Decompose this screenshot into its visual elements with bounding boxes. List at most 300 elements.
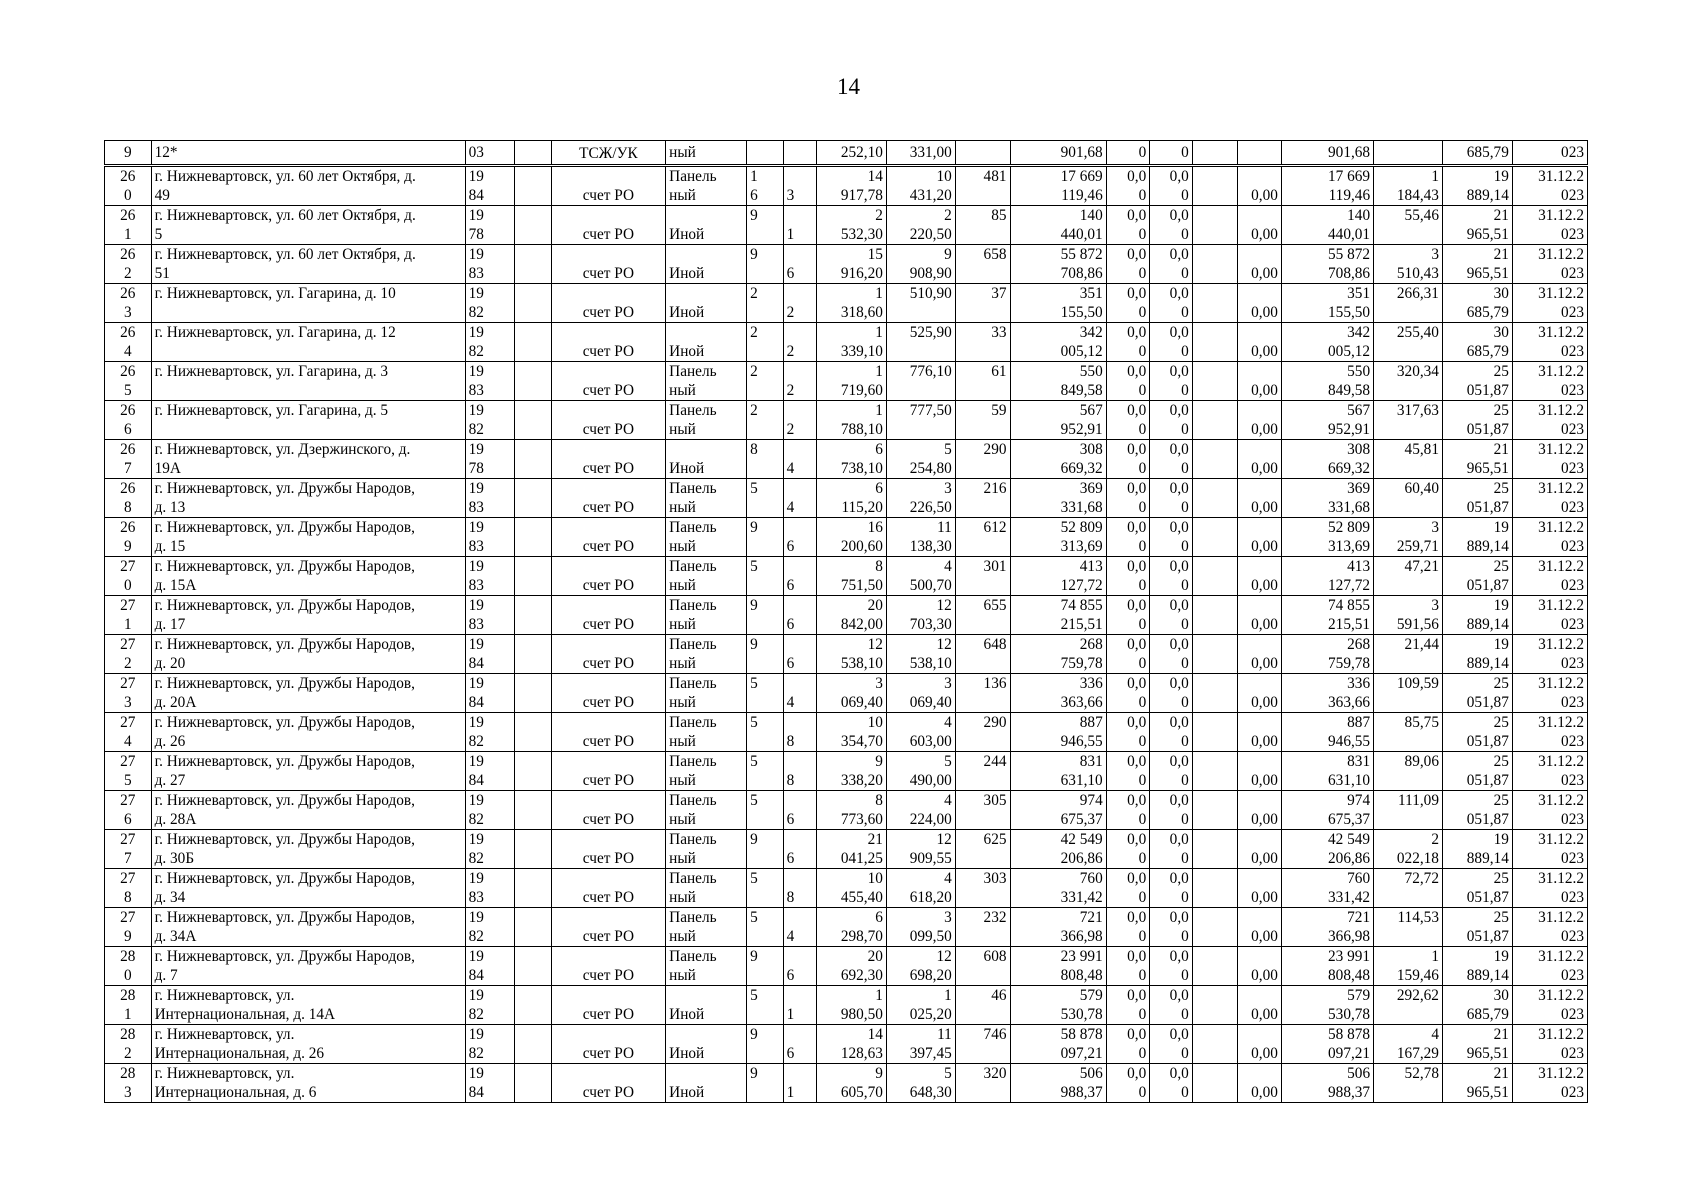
cell-deadline: 31.12.2 023 — [1512, 401, 1587, 440]
cell-col-15 — [1192, 362, 1238, 401]
cell-floors-max: 8 — [747, 440, 783, 479]
cell-funds-c: 0,00 — [1238, 518, 1282, 557]
cell-funds-b: 0,0 0 — [1150, 791, 1193, 830]
cell-account-type: счет РО — [551, 1064, 665, 1103]
cell-entrances: 4 — [783, 908, 816, 947]
cell-funds-c: 0,00 — [1238, 362, 1282, 401]
cell-address: г. Нижневартовск, ул. Дружбы Народов, д. 34А — [151, 908, 465, 947]
cell-entrances: 6 — [783, 1025, 816, 1064]
cell-funds-c: 0,00 — [1238, 557, 1282, 596]
cell-col-4 — [515, 752, 551, 791]
cell-year: 19 82 — [465, 830, 515, 869]
cell-funds-c: 0,00 — [1238, 166, 1282, 206]
cell-residents: 301 — [955, 557, 1010, 596]
cell-limit-cost: 19 889,14 — [1442, 947, 1512, 986]
cell-entrances — [783, 141, 816, 166]
cell-total-area: 14 128,63 — [817, 1025, 887, 1064]
cell-limit-cost: 21 965,51 — [1442, 1025, 1512, 1064]
cell-address: 12* — [151, 141, 465, 166]
cell-total-area: 20 692,30 — [817, 947, 887, 986]
table-row — [105, 635, 1588, 674]
cell-col-4 — [515, 947, 551, 986]
table-row — [105, 206, 1588, 245]
table-row — [105, 752, 1588, 791]
page-number: 14 — [837, 74, 860, 99]
cell-funds-a: 0,0 0 — [1106, 986, 1150, 1025]
cell-total-sum: 413 127,72 — [1281, 557, 1373, 596]
cell-deadline: 31.12.2 023 — [1512, 479, 1587, 518]
cell-funds-a: 0,0 0 — [1106, 596, 1150, 635]
cell-residents — [955, 141, 1010, 166]
cell-entrances: 6 — [783, 518, 816, 557]
cell-funds-a: 0,0 0 — [1106, 518, 1150, 557]
cell-limit-cost: 25 051,87 — [1442, 713, 1512, 752]
cell-deadline: 023 — [1512, 141, 1587, 166]
cell-repair-cost: 579 530,78 — [1010, 986, 1106, 1025]
table-row — [105, 986, 1588, 1025]
cell-col-4 — [515, 1064, 551, 1103]
cell-total-area: 6 738,10 — [817, 440, 887, 479]
cell-address: г. Нижневартовск, ул. Дружбы Народов, д. 20 — [151, 635, 465, 674]
cell-address: г. Нижневартовск, ул. Интернациональная, д. 26 — [151, 1025, 465, 1064]
cell-row-number: 28 0 — [105, 947, 152, 986]
cell-residents: 232 — [955, 908, 1010, 947]
cell-entrances: 4 — [783, 674, 816, 713]
cell-col-4 — [515, 1025, 551, 1064]
cell-entrances: 1 — [783, 986, 816, 1025]
cell-unit-cost: 45,81 — [1374, 440, 1443, 479]
cell-row-number: 9 — [105, 141, 152, 166]
cell-living-area: 3 069,40 — [886, 674, 955, 713]
table-row — [105, 479, 1588, 518]
cell-col-15 — [1192, 1025, 1238, 1064]
cell-wall-material: Панель ный — [666, 830, 747, 869]
cell-funds-b: 0,0 0 — [1150, 830, 1193, 869]
cell-year: 19 82 — [465, 986, 515, 1025]
cell-funds-b: 0,0 0 — [1150, 166, 1193, 206]
cell-unit-cost — [1374, 141, 1443, 166]
cell-floors-max: 2 — [747, 284, 783, 323]
cell-wall-material: Панель ный — [666, 869, 747, 908]
cell-floors-max: 5 — [747, 869, 783, 908]
cell-funds-a: 0,0 0 — [1106, 791, 1150, 830]
cell-unit-cost: 317,63 — [1374, 401, 1443, 440]
cell-wall-material: Панель ный — [666, 166, 747, 206]
cell-repair-cost: 721 366,98 — [1010, 908, 1106, 947]
cell-wall-material: Панель ный — [666, 596, 747, 635]
cell-total-sum: 308 669,32 — [1281, 440, 1373, 479]
cell-funds-b: 0,0 0 — [1150, 908, 1193, 947]
cell-deadline: 31.12.2 023 — [1512, 752, 1587, 791]
cell-limit-cost: 25 051,87 — [1442, 791, 1512, 830]
cell-funds-b: 0,0 0 — [1150, 284, 1193, 323]
cell-repair-cost: 58 878 097,21 — [1010, 1025, 1106, 1064]
cell-funds-b: 0,0 0 — [1150, 206, 1193, 245]
cell-total-sum: 52 809 313,69 — [1281, 518, 1373, 557]
cell-address: г. Нижневартовск, ул. 60 лет Октября, д. 49 — [151, 166, 465, 206]
cell-total-area: 1 980,50 — [817, 986, 887, 1025]
cell-floors-max: 1 6 — [747, 166, 783, 206]
cell-unit-cost: 89,06 — [1374, 752, 1443, 791]
cell-col-15 — [1192, 635, 1238, 674]
cell-funds-b: 0,0 0 — [1150, 323, 1193, 362]
cell-residents: 136 — [955, 674, 1010, 713]
cell-address: г. Нижневартовск, ул. Дружбы Народов, д. 15А — [151, 557, 465, 596]
cell-funds-a: 0,0 0 — [1106, 479, 1150, 518]
cell-year: 19 83 — [465, 479, 515, 518]
cell-col-15 — [1192, 674, 1238, 713]
cell-funds-a: 0,0 0 — [1106, 323, 1150, 362]
cell-living-area: 12 909,55 — [886, 830, 955, 869]
cell-entrances: 6 — [783, 635, 816, 674]
cell-entrances: 6 — [783, 947, 816, 986]
cell-account-type: счет РО — [551, 947, 665, 986]
cell-limit-cost: 19 889,14 — [1442, 635, 1512, 674]
cell-funds-c: 0,00 — [1238, 479, 1282, 518]
cell-year: 19 82 — [465, 713, 515, 752]
cell-entrances: 4 — [783, 479, 816, 518]
cell-deadline: 31.12.2 023 — [1512, 323, 1587, 362]
cell-funds-a: 0,0 0 — [1106, 245, 1150, 284]
cell-deadline: 31.12.2 023 — [1512, 557, 1587, 596]
cell-entrances: 8 — [783, 869, 816, 908]
cell-account-type: счет РО — [551, 986, 665, 1025]
cell-limit-cost: 25 051,87 — [1442, 674, 1512, 713]
cell-row-number: 26 4 — [105, 323, 152, 362]
cell-address: г. Нижневартовск, ул. Дружбы Народов, д. 27 — [151, 752, 465, 791]
cell-total-area: 10 455,40 — [817, 869, 887, 908]
cell-year: 19 83 — [465, 245, 515, 284]
cell-entrances: 8 — [783, 713, 816, 752]
cell-col-4 — [515, 635, 551, 674]
cell-account-type: счет РО — [551, 479, 665, 518]
cell-residents: 481 — [955, 166, 1010, 206]
cell-limit-cost: 19 889,14 — [1442, 830, 1512, 869]
cell-living-area: 331,00 — [886, 141, 955, 166]
cell-repair-cost: 74 855 215,51 — [1010, 596, 1106, 635]
table-row — [105, 1064, 1588, 1103]
cell-total-area: 14 917,78 — [817, 166, 887, 206]
cell-funds-b: 0,0 0 — [1150, 596, 1193, 635]
cell-funds-a: 0 — [1106, 141, 1150, 166]
cell-residents: 608 — [955, 947, 1010, 986]
table-row — [105, 674, 1588, 713]
cell-floors-max: 2 — [747, 401, 783, 440]
cell-year: 19 82 — [465, 908, 515, 947]
table-row — [105, 518, 1588, 557]
cell-funds-b: 0,0 0 — [1150, 713, 1193, 752]
cell-repair-cost: 831 631,10 — [1010, 752, 1106, 791]
cell-repair-cost: 351 155,50 — [1010, 284, 1106, 323]
cell-living-area: 776,10 — [886, 362, 955, 401]
cell-year: 19 82 — [465, 323, 515, 362]
cell-col-15 — [1192, 1064, 1238, 1103]
cell-floors-max: 9 — [747, 245, 783, 284]
cell-col-4 — [515, 869, 551, 908]
cell-total-area: 1 339,10 — [817, 323, 887, 362]
cell-funds-a: 0,0 0 — [1106, 869, 1150, 908]
cell-total-sum: 579 530,78 — [1281, 986, 1373, 1025]
cell-row-number: 27 4 — [105, 713, 152, 752]
cell-wall-material: Панель ный — [666, 362, 747, 401]
cell-floors-max: 9 — [747, 1025, 783, 1064]
cell-total-sum: 74 855 215,51 — [1281, 596, 1373, 635]
cell-wall-material: Панель ный — [666, 674, 747, 713]
cell-entrances: 2 — [783, 362, 816, 401]
cell-total-sum: 550 849,58 — [1281, 362, 1373, 401]
cell-limit-cost: 21 965,51 — [1442, 245, 1512, 284]
cell-funds-a: 0,0 0 — [1106, 947, 1150, 986]
cell-deadline: 31.12.2 023 — [1512, 518, 1587, 557]
cell-deadline: 31.12.2 023 — [1512, 908, 1587, 947]
cell-total-sum: 369 331,68 — [1281, 479, 1373, 518]
cell-living-area: 4 618,20 — [886, 869, 955, 908]
cell-funds-b: 0,0 0 — [1150, 674, 1193, 713]
cell-limit-cost: 25 051,87 — [1442, 479, 1512, 518]
cell-col-4 — [515, 986, 551, 1025]
table-row — [105, 869, 1588, 908]
cell-wall-material: Иной — [666, 206, 747, 245]
cell-col-15 — [1192, 284, 1238, 323]
cell-col-4 — [515, 166, 551, 206]
cell-total-sum: 887 946,55 — [1281, 713, 1373, 752]
cell-address: г. Нижневартовск, ул. Дружбы Народов, д. 17 — [151, 596, 465, 635]
cell-residents: 37 — [955, 284, 1010, 323]
cell-funds-b: 0,0 0 — [1150, 1025, 1193, 1064]
cell-col-15 — [1192, 479, 1238, 518]
cell-entrances: 2 — [783, 323, 816, 362]
cell-residents: 655 — [955, 596, 1010, 635]
cell-funds-a: 0,0 0 — [1106, 635, 1150, 674]
cell-living-area: 5 254,80 — [886, 440, 955, 479]
cell-account-type: счет РО — [551, 908, 665, 947]
cell-account-type: счет РО — [551, 362, 665, 401]
cell-funds-b: 0,0 0 — [1150, 362, 1193, 401]
cell-funds-c: 0,00 — [1238, 830, 1282, 869]
cell-floors-max: 9 — [747, 635, 783, 674]
cell-total-area: 1 318,60 — [817, 284, 887, 323]
cell-deadline: 31.12.2 023 — [1512, 986, 1587, 1025]
cell-repair-cost: 413 127,72 — [1010, 557, 1106, 596]
cell-funds-a: 0,0 0 — [1106, 674, 1150, 713]
cell-living-area: 11 138,30 — [886, 518, 955, 557]
cell-repair-cost: 308 669,32 — [1010, 440, 1106, 479]
cell-limit-cost: 30 685,79 — [1442, 986, 1512, 1025]
cell-total-area: 3 069,40 — [817, 674, 887, 713]
cell-funds-a: 0,0 0 — [1106, 713, 1150, 752]
cell-wall-material: Панель ный — [666, 518, 747, 557]
cell-address: г. Нижневартовск, ул. Интернациональная, д. 6 — [151, 1064, 465, 1103]
cell-row-number: 27 1 — [105, 596, 152, 635]
cell-funds-c: 0,00 — [1238, 1064, 1282, 1103]
cell-deadline: 31.12.2 023 — [1512, 206, 1587, 245]
cell-year: 19 83 — [465, 869, 515, 908]
cell-funds-b: 0,0 0 — [1150, 986, 1193, 1025]
cell-row-number: 26 2 — [105, 245, 152, 284]
cell-year: 19 82 — [465, 401, 515, 440]
cell-limit-cost: 685,79 — [1442, 141, 1512, 166]
cell-unit-cost: 52,78 — [1374, 1064, 1443, 1103]
cell-address: г. Нижневартовск, ул. Дружбы Народов, д. 30Б — [151, 830, 465, 869]
cell-year: 19 78 — [465, 440, 515, 479]
cell-funds-c: 0,00 — [1238, 596, 1282, 635]
cell-unit-cost: 60,40 — [1374, 479, 1443, 518]
cell-funds-c: 0,00 — [1238, 869, 1282, 908]
cell-address: г. Нижневартовск, ул. Дружбы Народов, д. 15 — [151, 518, 465, 557]
cell-col-15 — [1192, 323, 1238, 362]
cell-floors-max — [747, 141, 783, 166]
cell-total-area: 9 605,70 — [817, 1064, 887, 1103]
cell-residents: 303 — [955, 869, 1010, 908]
cell-year: 19 82 — [465, 791, 515, 830]
cell-row-number: 28 2 — [105, 1025, 152, 1064]
table-row — [105, 166, 1588, 206]
cell-floors-max: 5 — [747, 713, 783, 752]
cell-col-15 — [1192, 206, 1238, 245]
cell-total-area: 16 200,60 — [817, 518, 887, 557]
table-row — [105, 830, 1588, 869]
cell-funds-b: 0,0 0 — [1150, 440, 1193, 479]
cell-residents: 290 — [955, 713, 1010, 752]
cell-repair-cost: 567 952,91 — [1010, 401, 1106, 440]
cell-repair-cost: 342 005,12 — [1010, 323, 1106, 362]
cell-year: 19 83 — [465, 518, 515, 557]
cell-unit-cost: 85,75 — [1374, 713, 1443, 752]
cell-funds-b: 0,0 0 — [1150, 752, 1193, 791]
cell-year: 19 84 — [465, 635, 515, 674]
cell-funds-c: 0,00 — [1238, 674, 1282, 713]
cell-living-area: 1 025,20 — [886, 986, 955, 1025]
cell-wall-material: ный — [666, 141, 747, 166]
cell-wall-material: Иной — [666, 323, 747, 362]
cell-repair-cost: 140 440,01 — [1010, 206, 1106, 245]
cell-col-4 — [515, 141, 551, 166]
cell-total-sum: 760 331,42 — [1281, 869, 1373, 908]
cell-unit-cost: 47,21 — [1374, 557, 1443, 596]
cell-total-sum: 721 366,98 — [1281, 908, 1373, 947]
cell-col-15 — [1192, 166, 1238, 206]
cell-unit-cost: 72,72 — [1374, 869, 1443, 908]
cell-deadline: 31.12.2 023 — [1512, 1025, 1587, 1064]
cell-col-4 — [515, 908, 551, 947]
cell-year: 19 82 — [465, 1025, 515, 1064]
cell-col-15 — [1192, 713, 1238, 752]
cell-floors-max: 2 — [747, 362, 783, 401]
cell-entrances: 8 — [783, 752, 816, 791]
cell-total-area: 6 298,70 — [817, 908, 887, 947]
cell-funds-b: 0,0 0 — [1150, 635, 1193, 674]
cell-unit-cost: 266,31 — [1374, 284, 1443, 323]
cell-address: г. Нижневартовск, ул. Дружбы Народов, д. 13 — [151, 479, 465, 518]
cell-unit-cost: 109,59 — [1374, 674, 1443, 713]
cell-unit-cost: 114,53 — [1374, 908, 1443, 947]
cell-residents: 305 — [955, 791, 1010, 830]
cell-year: 19 78 — [465, 206, 515, 245]
cell-entrances: 6 — [783, 245, 816, 284]
cell-unit-cost: 3 510,43 — [1374, 245, 1443, 284]
cell-total-area: 1 788,10 — [817, 401, 887, 440]
cell-year: 19 83 — [465, 362, 515, 401]
cell-deadline: 31.12.2 023 — [1512, 596, 1587, 635]
cell-account-type: счет РО — [551, 206, 665, 245]
cell-address: г. Нижневартовск, ул. Дружбы Народов, д. 20А — [151, 674, 465, 713]
cell-col-15 — [1192, 440, 1238, 479]
cell-residents: 33 — [955, 323, 1010, 362]
cell-funds-b: 0,0 0 — [1150, 947, 1193, 986]
cell-funds-c: 0,00 — [1238, 284, 1282, 323]
cell-repair-cost: 901,68 — [1010, 141, 1106, 166]
cell-address: г. Нижневартовск, ул. Дружбы Народов, д. 26 — [151, 713, 465, 752]
table-row — [105, 713, 1588, 752]
cell-wall-material: Панель ный — [666, 635, 747, 674]
cell-col-15 — [1192, 869, 1238, 908]
cell-deadline: 31.12.2 023 — [1512, 947, 1587, 986]
cell-address: г. Нижневартовск, ул. Дзержинского, д. 19А — [151, 440, 465, 479]
cell-total-area: 10 354,70 — [817, 713, 887, 752]
cell-living-area: 510,90 — [886, 284, 955, 323]
cell-limit-cost: 30 685,79 — [1442, 284, 1512, 323]
cell-total-area: 2 532,30 — [817, 206, 887, 245]
cell-account-type: счет РО — [551, 713, 665, 752]
table-row — [105, 323, 1588, 362]
cell-unit-cost: 292,62 — [1374, 986, 1443, 1025]
cell-floors-max: 5 — [747, 791, 783, 830]
cell-account-type: счет РО — [551, 596, 665, 635]
cell-unit-cost: 3 591,56 — [1374, 596, 1443, 635]
table-row — [105, 791, 1588, 830]
cell-funds-c: 0,00 — [1238, 947, 1282, 986]
cell-account-type: счет РО — [551, 323, 665, 362]
cell-floors-max: 9 — [747, 206, 783, 245]
cell-living-area: 525,90 — [886, 323, 955, 362]
cell-row-number: 26 8 — [105, 479, 152, 518]
cell-funds-a: 0,0 0 — [1106, 440, 1150, 479]
cell-wall-material: Иной — [666, 440, 747, 479]
cell-year: 19 84 — [465, 752, 515, 791]
cell-total-area: 8 751,50 — [817, 557, 887, 596]
cell-year: 19 82 — [465, 284, 515, 323]
cell-floors-max: 9 — [747, 947, 783, 986]
cell-row-number: 27 9 — [105, 908, 152, 947]
cell-living-area: 5 490,00 — [886, 752, 955, 791]
cell-living-area: 2 220,50 — [886, 206, 955, 245]
cell-row-number: 26 6 — [105, 401, 152, 440]
cell-repair-cost: 887 946,55 — [1010, 713, 1106, 752]
cell-total-sum: 351 155,50 — [1281, 284, 1373, 323]
cell-year: 03 — [465, 141, 515, 166]
cell-floors-max: 5 — [747, 986, 783, 1025]
cell-deadline: 31.12.2 023 — [1512, 440, 1587, 479]
cell-unit-cost: 1 159,46 — [1374, 947, 1443, 986]
cell-limit-cost: 19 889,14 — [1442, 166, 1512, 206]
cell-funds-b: 0,0 0 — [1150, 869, 1193, 908]
cell-floors-max: 2 — [747, 323, 783, 362]
cell-row-number: 27 3 — [105, 674, 152, 713]
cell-unit-cost: 255,40 — [1374, 323, 1443, 362]
cell-floors-max: 5 — [747, 908, 783, 947]
cell-address: г. Нижневартовск, ул. Интернациональная, д. 14А — [151, 986, 465, 1025]
cell-repair-cost: 369 331,68 — [1010, 479, 1106, 518]
cell-account-type: счет РО — [551, 284, 665, 323]
cell-address: г. Нижневартовск, ул. Гагарина, д. 12 — [151, 323, 465, 362]
cell-funds-a: 0,0 0 — [1106, 830, 1150, 869]
cell-floors-max: 5 — [747, 557, 783, 596]
cell-funds-b: 0,0 0 — [1150, 401, 1193, 440]
cell-row-number: 26 3 — [105, 284, 152, 323]
cell-entrances: 6 — [783, 596, 816, 635]
cell-total-sum: 336 363,66 — [1281, 674, 1373, 713]
cell-funds-a: 0,0 0 — [1106, 206, 1150, 245]
